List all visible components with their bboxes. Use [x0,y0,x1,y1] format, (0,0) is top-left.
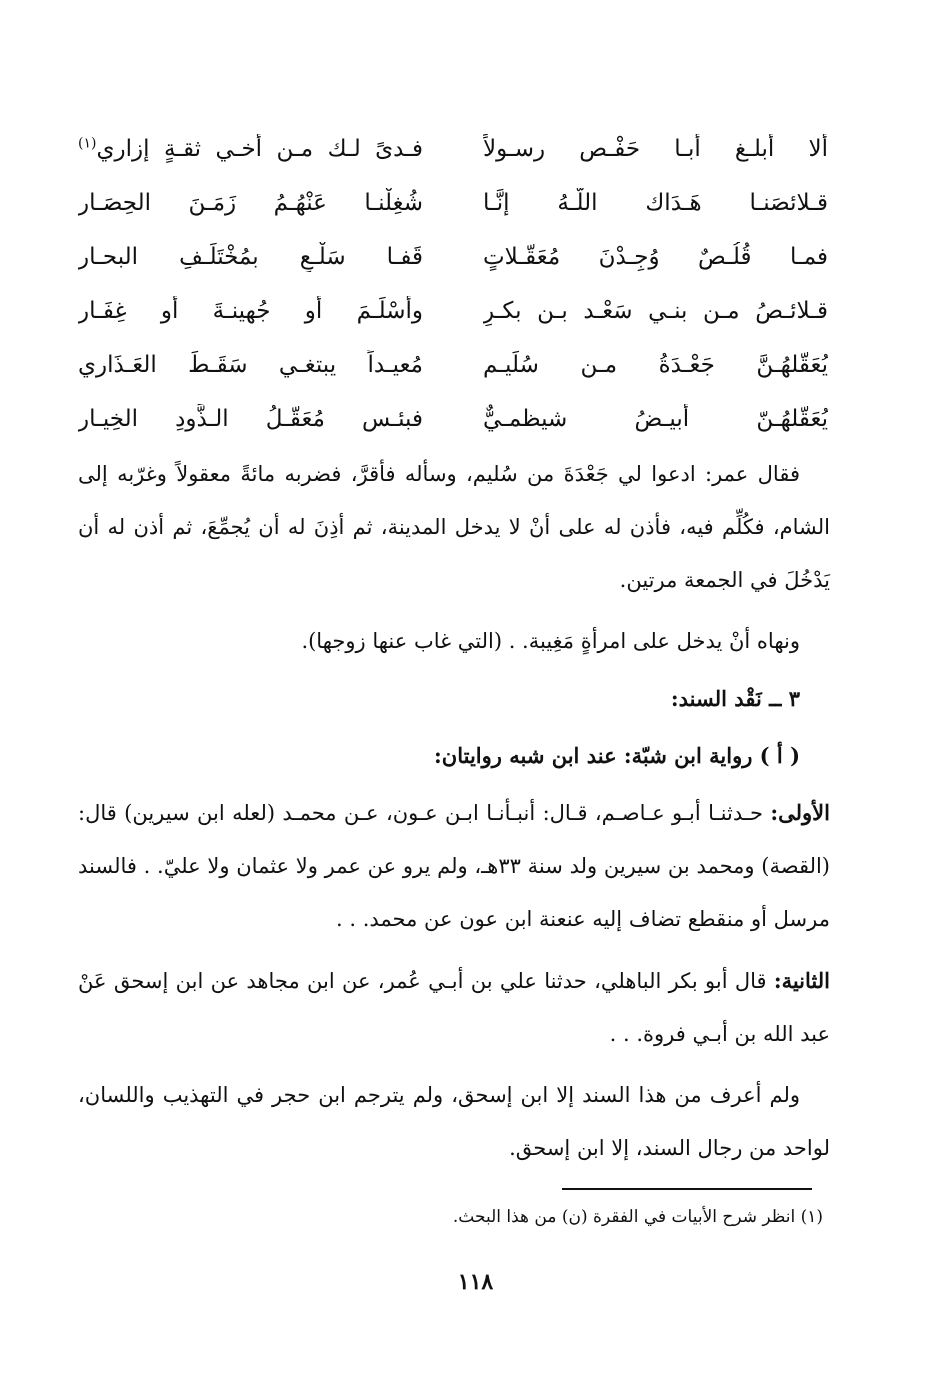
verse-first-hemistich: قـلائـصُ مـن بنـي سَعْـد بـن بكـرٍ [483,298,828,324]
verse-first-hemistich: ألا أبلـغ أبـا حَفْـص رسـولاً [483,136,828,162]
paragraph-label: الأولى: [770,800,830,825]
section-heading: ٣ ــ نَقْد السند: [670,686,800,711]
footnote-divider [562,1188,812,1190]
paragraph-umar-ruling: فقال عمر: ادعوا لي جَعْدَةَ من سُليم، وسأله فأقرَّ، فضربه مائةً معقولاً وغرّبه إلى الشام، فكُلِّم فيه، فأذن له على أنْ لا يدخل المدينة، ثم أذِنَ له أن يُجمِّعَ، ثم أذن له أن يَدْخُلَ في الجمعة مرتين. [78,462,830,592]
verse-second-hemistich: فبئـس مُعَقّـلُ الـذَّودِ الخِيـار [78,406,423,432]
paragraph-first-narration [78,786,830,946]
paragraph-label: الثانية: [773,968,830,993]
paragraph-text: حـدثنـا أبـو عـاصـم، قـال: أنبـأنـا ابـن عـون، عـن محمـد (لعله ابن سيرين) قال: (القصة) ومحمد بن سيرين ولد سنة ٣٣هـ، ولم يرو عن عمر ولا عثمان ولا عليّ. . فالسند مرسل أو منقطع تضاف إليه عنعنة ابن عون عن محمد. . . [78,801,830,931]
subsection-heading: ( أ ) رواية ابن شبّة: عند ابن شبه روايتان: [434,743,800,768]
paragraph-second-narration [78,954,830,1061]
poem-verse [78,122,828,176]
paragraph-text: قال أبو بكر الباهلي، حدثنا علي بن أبـي عُمر، عن ابن مجاهد عن ابن إسحق عَنْ عبد الله بن أبـي فروة. . . [78,969,830,1046]
verse-second-hemistich [78,134,423,164]
verse-first-hemistich: يُعَقّلهُـنّ أبيـضُ شيظمـيٌّ [483,406,828,432]
verse-second-hemistich: شُغِلْنـا عَنْهُـمُ زَمَـنَ الحِصَـار [78,190,423,216]
poem-verse [78,176,828,230]
verse-second-hemistich: وأسْلَـمَ أو جُهينـةَ أو غِفَـار [78,298,423,324]
paragraph-conclusion: ولم أعرف من هذا السند إلا ابن إسحق، ولم يترجم ابن حجر في التهذيب واللسان، لواحد من رجال السند، إلا ابن إسحق. [78,1083,830,1160]
footnote: (١) انظر شرح الأبيات في الفقرة (ن) من هذا البحث. [452,1207,823,1227]
verse-second-hemistich: قَفـا سَلْـعٍ بمُخْتَلَـفِ البحـار [78,244,423,270]
verse-first-hemistich: فمـا قُلُـصٌ وُجِـدْنَ مُعَقّـلاتٍ [483,244,828,270]
poem-verse [78,230,828,284]
footnote-reference: (١) [78,135,97,152]
verse-second-hemistich: مُعيـداً يبتغـي سَقَـطَ العَـذَاري [78,352,423,378]
hemistich-text: فـدىً لـك مـن أخـي ثقـةٍ إزاري [96,136,423,162]
poem-verse [78,392,828,446]
verse-first-hemistich: قـلائصَنـا هَـدَاك اللَّـهُ إنَّـا [483,190,828,216]
paragraph-prohibition: ونهاه أنْ يدخل على امرأةٍ مَغِيبة. . (التي غاب عنها زوجها). [301,629,800,653]
poem-verse [78,338,828,392]
poem [78,122,828,446]
verse-first-hemistich: يُعَقّلهُـنَّ جَعْـدَةُ مـن سُلَيـم [483,352,828,378]
poem-verse [78,284,828,338]
body-text [78,448,830,1183]
page-number: ١١٨ [457,1269,494,1295]
